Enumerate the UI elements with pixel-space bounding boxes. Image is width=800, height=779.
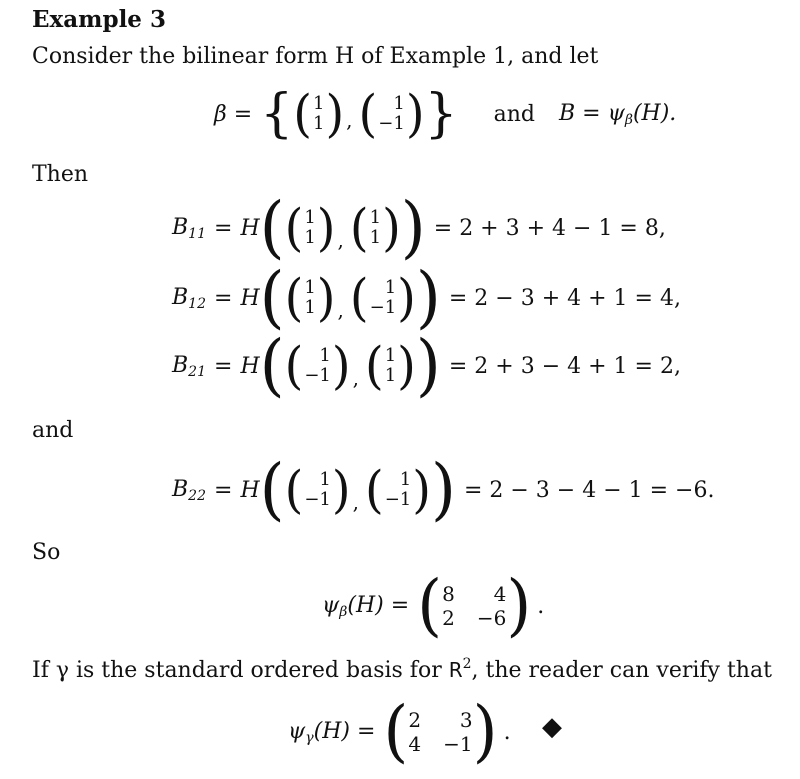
then-text: Then — [32, 162, 89, 187]
psi-beta-equation: $\psi_\beta(H)$ = ( 8 4 2 −6 ) . — [322, 567, 545, 645]
entry-B11: $B_{11}$ = H ( ( 1 1 ) , ( 1 1 ) ) = 2 + 3 + 4 − 1 = 8, — [172, 189, 666, 267]
end-of-example-diamond-icon: ◆ — [542, 712, 562, 742]
beta-lhs: β = — [214, 101, 253, 127]
and-connector: and — [493, 101, 536, 127]
and-text: and — [32, 418, 74, 443]
basis-definition: β = { ( 1 1 ) , ( 1 −1 ) } and $B = \psi_\beta(H)$. — [214, 84, 677, 144]
left-brace: { — [260, 84, 294, 144]
result-B22: = 2 − 3 − 4 − 1 = −6. — [463, 477, 715, 503]
standard-basis-text: If γ is the standard ordered basis for $R^2$, the reader can verify that — [32, 656, 772, 683]
entry-B12: $B_{12}$ = H ( ( 1 1 ) , ( 1 −1 ) ) = 2 − 3 + 4 + 1 = 4, — [172, 259, 681, 337]
example-heading: Example 3 — [32, 6, 166, 33]
entry-B22: $B_{22}$ = H ( ( 1 −1 ) , ( 1 −1 ) ) = 2 − 3 − 4 − 1 = −6. — [172, 451, 715, 529]
basis-vector-1: ( 1 1 ) — [293, 84, 345, 144]
entry-B21: $B_{21}$ = H ( ( 1 −1 ) , ( 1 1 ) ) = 2 + 3 − 4 + 1 = 2, — [172, 327, 681, 405]
right-brace: } — [424, 84, 458, 144]
psi-gamma-matrix: 2 3 4 −1 — [408, 708, 473, 756]
B-definition: $B = \psi_\beta(H)$. — [559, 100, 677, 128]
result-B11: = 2 + 3 + 4 − 1 = 8, — [433, 215, 666, 241]
result-B12: = 2 − 3 + 4 + 1 = 4, — [448, 285, 681, 311]
psi-beta-matrix: 8 4 2 −6 — [442, 582, 507, 630]
basis-vector-2: ( 1 −1 ) — [358, 84, 425, 144]
psi-gamma-equation: $\psi_\gamma(H)$ = ( 2 3 4 −1 ) . — [288, 693, 511, 771]
so-text: So — [32, 540, 61, 565]
intro-text: Consider the bilinear form H of Example 1, and let — [32, 44, 599, 69]
result-B21: = 2 + 3 − 4 + 1 = 2, — [448, 353, 681, 379]
